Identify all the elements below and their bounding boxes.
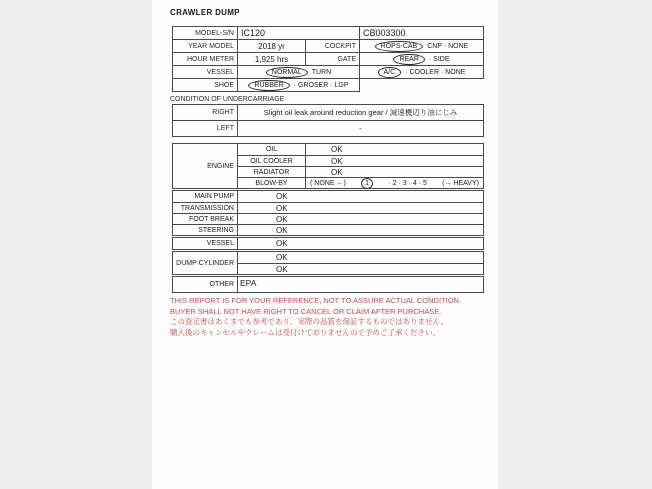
blow-by-scale xyxy=(306,178,483,188)
spec-row-year-cockpit xyxy=(172,40,484,53)
dump-cylinder-label: DUMP CYLINDER xyxy=(173,252,238,274)
other-section xyxy=(172,276,484,293)
engine-oilcooler-row xyxy=(238,155,483,166)
ac-options: · COOLER · NONE xyxy=(405,68,466,76)
dump-cylinder-value-1: OK xyxy=(276,253,288,262)
blow-by-selected-circle: 1 xyxy=(361,178,373,189)
engine-section xyxy=(172,143,484,189)
disclaimer-line-1: THIS REPORT IS FOR YOUR REFERENCE, NOT TO ASSURE ACTUAL CONDITION. xyxy=(170,296,462,305)
vessel-options: TURN xyxy=(311,68,332,76)
spec-table xyxy=(172,26,484,92)
transmission-row xyxy=(173,202,483,213)
disclaimer-line-3: この査定書はあくまでも参考であり、実際の品質を保証するものではありません。 xyxy=(170,317,448,326)
blow-by-prefix: ( NONE ←) xyxy=(310,179,346,187)
model-value: IC120 xyxy=(238,27,360,39)
vessel-condition-value: OK xyxy=(276,239,288,248)
disclaimer-line-2: BUYER SHALL NOT HAVE RIGHT TO CANCEL OR CLAIM AFTER PURCHASE. xyxy=(170,306,442,316)
blow-by-label: BLOW-BY xyxy=(238,178,306,188)
other-value: EPA xyxy=(240,278,257,288)
year-label: YEAR MODEL xyxy=(173,40,238,52)
right-label: RIGHT xyxy=(173,105,238,120)
model-label: MODEL-S/N xyxy=(173,27,238,39)
shoe-selected-oval: RUBBER xyxy=(248,80,289,91)
blow-by-scale-values: · 2 · 3 · 4 · 5 xyxy=(388,179,427,187)
cockpit-value xyxy=(360,40,484,52)
gate-selected-oval: REAR xyxy=(393,54,424,65)
dump-cylinder-section xyxy=(172,251,484,275)
undercarriage-right-row xyxy=(172,105,484,121)
shoe-options: · GROSER · LGP xyxy=(293,81,349,89)
steering-row xyxy=(173,224,483,235)
undercarriage-heading: CONDITION OF UNDERCARRIAGE xyxy=(170,96,285,103)
gate-value xyxy=(360,53,484,65)
vessel-label: VESSEL xyxy=(173,66,238,78)
page-title: CRAWLER DUMP xyxy=(170,8,240,17)
other-label: OTHER xyxy=(173,277,238,292)
year-value: 2018 yr xyxy=(238,40,306,52)
vessel-condition-label: VESSEL xyxy=(173,238,238,249)
hour-meter-label: HOUR METER xyxy=(173,53,238,65)
foot-break-value: OK xyxy=(276,214,288,224)
steering-label: STEERING xyxy=(173,225,238,235)
serial-value: CB003300 xyxy=(360,27,484,39)
foot-break-label: FOOT BREAK xyxy=(173,214,238,224)
dump-cylinder-row-2 xyxy=(238,263,483,274)
cockpit-selected-oval: ROPS-CAB xyxy=(375,41,424,52)
main-pump-value: OK xyxy=(276,192,288,201)
ac-selected-oval: A/C xyxy=(378,67,402,78)
other-row xyxy=(238,277,483,292)
shoe-value xyxy=(238,79,360,91)
disclaimer-line-4: 購入後のキャンセルやクレームは受付けておりませんので予めご了承ください。 xyxy=(170,327,440,337)
condition-table xyxy=(172,143,484,293)
main-pump-label: MAIN PUMP xyxy=(173,191,238,202)
vessel-value xyxy=(238,66,360,78)
drivetrain-section xyxy=(172,190,484,236)
main-pump-row xyxy=(173,191,483,202)
hour-meter-value: 1,925 hrs xyxy=(238,53,306,65)
oil-value: OK xyxy=(331,145,343,154)
oil-cooler-value: OK xyxy=(331,156,343,166)
steering-value: OK xyxy=(276,225,288,235)
spec-row-vessel-ac xyxy=(172,66,484,79)
dump-cylinder-value-2: OK xyxy=(276,264,288,274)
engine-radiator-row xyxy=(238,166,483,177)
left-value: - xyxy=(238,121,484,136)
left-label: LEFT xyxy=(173,121,238,136)
ac-value xyxy=(360,66,484,78)
shoe-label: SHOE xyxy=(173,79,238,91)
spec-row-shoe xyxy=(172,79,360,92)
gate-label: GATE xyxy=(306,53,360,65)
foot-break-row xyxy=(173,213,483,224)
transmission-value: OK xyxy=(276,203,288,213)
cockpit-options: CNP · NONE xyxy=(427,42,469,50)
oil-cooler-label: OIL COOLER xyxy=(238,156,306,166)
engine-blowby-row xyxy=(238,177,483,188)
spec-row-model xyxy=(172,27,484,40)
vessel-section xyxy=(172,237,484,250)
cockpit-label: COCKPIT xyxy=(306,40,360,52)
vessel-selected-oval: NORMAL xyxy=(266,67,308,78)
disclaimer xyxy=(170,296,495,338)
radiator-value: OK xyxy=(331,167,343,177)
undercarriage-table xyxy=(172,104,484,137)
engine-label: ENGINE xyxy=(173,144,238,188)
engine-oil-row xyxy=(238,144,483,155)
radiator-label: RADIATOR xyxy=(238,167,306,177)
spec-row-hour-gate xyxy=(172,53,484,66)
dump-cylinder-row-1 xyxy=(238,252,483,263)
transmission-label: TRANSMISSION xyxy=(173,203,238,213)
vessel-row xyxy=(173,238,483,249)
blow-by-suffix: (→ HEAVY) xyxy=(442,179,479,187)
gate-options: · SIDE xyxy=(428,55,450,63)
right-value: Slight oil leak around reduction gear / 減速機辺り油にじみ xyxy=(238,105,484,120)
undercarriage-left-row xyxy=(172,121,484,137)
oil-label: OIL xyxy=(238,144,306,155)
